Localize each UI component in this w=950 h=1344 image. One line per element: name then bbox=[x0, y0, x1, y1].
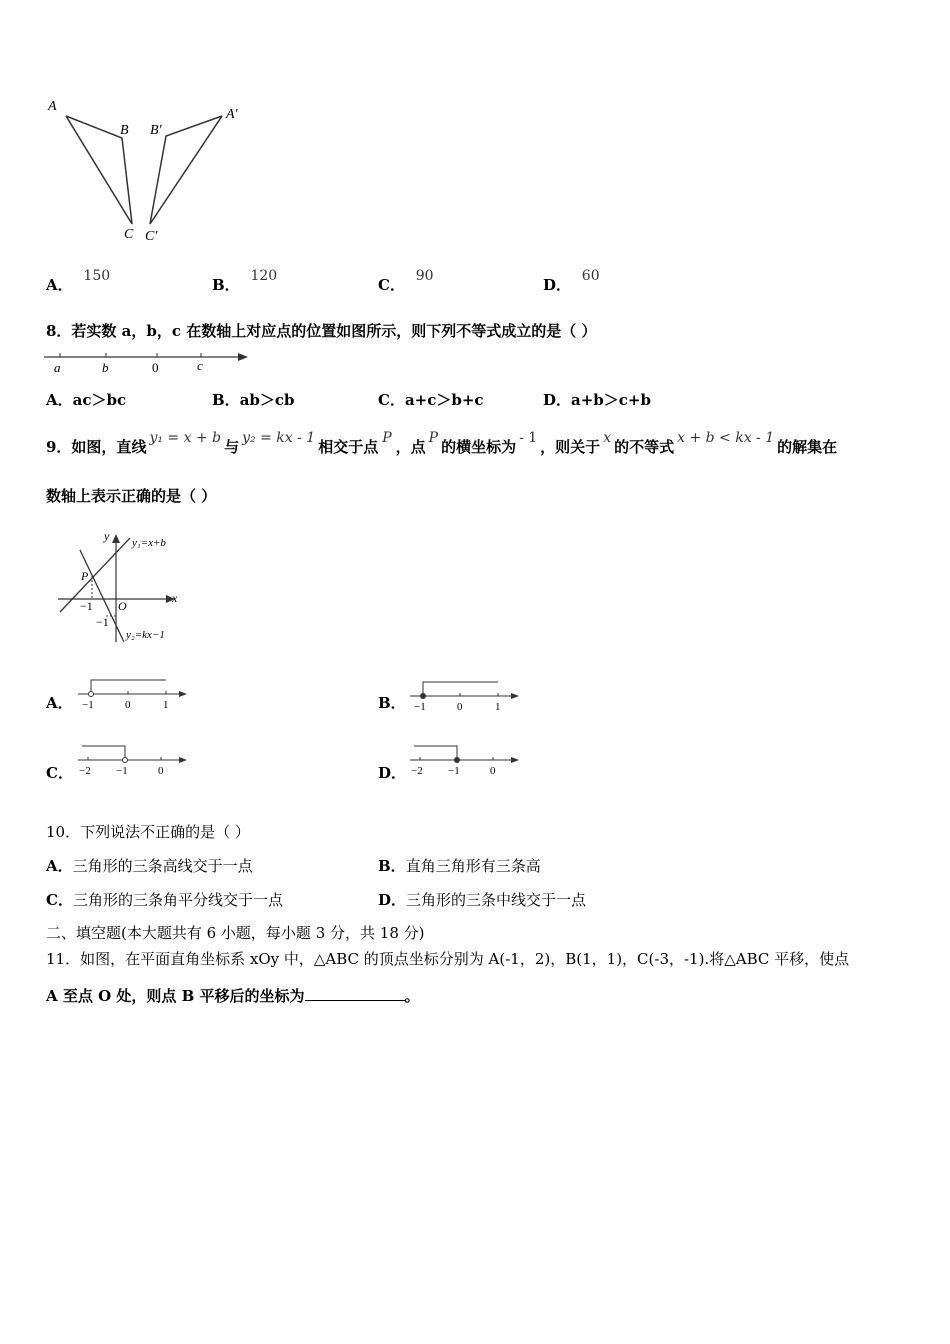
q8-option-c[interactable] bbox=[378, 389, 484, 410]
option-label: D． bbox=[378, 891, 407, 909]
option-label: C． bbox=[378, 391, 405, 409]
option-text: 直角三角形有三条高 bbox=[405, 857, 541, 875]
axis-label-a: a bbox=[54, 360, 61, 375]
tick-label: −1 bbox=[116, 765, 128, 777]
q8-stem: 8．若实数 a，b，c 在数轴上对应点的位置如图所示，则下列不等式成立的是（ ） bbox=[46, 322, 597, 340]
q9-option-c-label[interactable]: C． bbox=[46, 764, 73, 782]
option-text: ac＞bc bbox=[72, 391, 127, 409]
q7-option-d[interactable] bbox=[543, 264, 600, 294]
q10-option-d[interactable] bbox=[378, 889, 586, 910]
q9-text-2: 与 bbox=[224, 438, 240, 456]
option-text: 三角形的三条高线交于一点 bbox=[72, 857, 253, 875]
option-label: C． bbox=[46, 891, 73, 909]
q11-line1: 11．如图，在平面直角坐标系 xOy 中，△ABC 的顶点坐标分别为 A(-1，2)，B(1，1)，C(-3，-1).将△ABC 平移，使点 bbox=[46, 950, 850, 968]
option-label: B． bbox=[212, 391, 240, 409]
q9-text-5: 的横坐标为 bbox=[441, 438, 517, 456]
q9-text-8: 的解集在 bbox=[777, 438, 838, 456]
vertex-a: A bbox=[48, 99, 57, 114]
tick-label: 1 bbox=[495, 701, 501, 713]
axis-label-0: 0 bbox=[152, 360, 159, 375]
q11-line2-text: A 至点 O 处，则点 B 平移后的坐标为 bbox=[46, 987, 305, 1005]
q9-graph bbox=[50, 524, 200, 650]
graph-point-p: P bbox=[81, 569, 89, 583]
option-text: 三角形的三条角平分线交于一点 bbox=[72, 891, 283, 909]
option-label: A． bbox=[46, 857, 73, 875]
axis-label-c: c bbox=[197, 358, 203, 373]
q9-stem-line2: 数轴上表示正确的是（ ） bbox=[46, 487, 217, 505]
tick-label: 0 bbox=[457, 701, 463, 713]
q7-triangles-figure bbox=[40, 92, 260, 247]
q9-option-b-number-line[interactable] bbox=[408, 676, 526, 716]
q9-point-p-2: P bbox=[428, 430, 439, 446]
q10-option-b[interactable] bbox=[378, 855, 541, 876]
option-label: A． bbox=[46, 391, 73, 409]
graph-neg1-x: −1 bbox=[80, 599, 93, 613]
q9-text-3: 相交于点 bbox=[318, 438, 379, 456]
graph-x-label: x bbox=[172, 591, 178, 605]
tick-label: −1 bbox=[82, 699, 94, 711]
q11-line2-end: 。 bbox=[404, 987, 420, 1005]
vertex-a-prime: A′ bbox=[226, 107, 238, 122]
q9-point-p: P bbox=[382, 430, 392, 446]
option-label: C． bbox=[378, 276, 405, 294]
option-label: D． bbox=[543, 276, 572, 294]
graph-y-label: y bbox=[104, 529, 110, 543]
q9-option-d-number-line[interactable] bbox=[408, 740, 526, 780]
q7-option-b[interactable] bbox=[212, 264, 278, 294]
axis-label-b: b bbox=[102, 360, 109, 375]
option-label: B． bbox=[378, 857, 406, 875]
option-text: ab＞cb bbox=[239, 391, 295, 409]
q9-neg1: - 1 bbox=[519, 430, 538, 446]
q9-eq1: y₁ = x + b bbox=[149, 430, 222, 446]
tick-label: 0 bbox=[158, 765, 164, 777]
vertex-b-prime: B′ bbox=[150, 123, 162, 138]
option-value: 120 bbox=[250, 268, 278, 284]
section-2-title: 二、填空题(本大题共有 6 小题，每小题 3 分，共 18 分) bbox=[46, 924, 425, 942]
q10-stem: 10．下列说法不正确的是（ ） bbox=[46, 823, 250, 841]
option-value: 150 bbox=[83, 268, 111, 284]
q9-inequality: x + b < kx - 1 bbox=[677, 430, 775, 446]
q8-option-a[interactable] bbox=[46, 389, 126, 410]
q9-option-b-label[interactable]: B． bbox=[378, 694, 406, 712]
tick-label: −2 bbox=[79, 765, 91, 777]
q9-text-7: 的不等式 bbox=[614, 438, 675, 456]
tick-label: 1 bbox=[163, 699, 169, 711]
tick-label: −1 bbox=[448, 765, 460, 777]
q8-option-b[interactable] bbox=[212, 389, 295, 410]
option-text: 三角形的三条中线交于一点 bbox=[406, 891, 587, 909]
q9-option-d-label[interactable]: D． bbox=[378, 764, 407, 782]
tick-label: −2 bbox=[411, 765, 423, 777]
q11-line2 bbox=[46, 985, 420, 1006]
option-label: D． bbox=[543, 391, 572, 409]
option-value: 60 bbox=[581, 268, 600, 284]
q8-option-d[interactable] bbox=[543, 389, 651, 410]
q9-option-a-number-line[interactable] bbox=[76, 674, 194, 714]
q9-var-x: x bbox=[603, 430, 612, 446]
tick-label: 0 bbox=[490, 765, 496, 777]
option-label: B． bbox=[212, 276, 240, 294]
vertex-b: B bbox=[120, 123, 129, 138]
graph-line1-label: y₁=x+b bbox=[132, 537, 166, 549]
q9-text-4: ，点 bbox=[395, 438, 426, 456]
option-text: a+b＞c+b bbox=[571, 391, 651, 409]
q11-answer-blank[interactable] bbox=[305, 986, 405, 1001]
option-value: 90 bbox=[415, 268, 434, 284]
vertex-c-prime: C′ bbox=[145, 229, 158, 244]
q9-text-1: 9．如图，直线 bbox=[46, 438, 147, 456]
q10-option-a[interactable] bbox=[46, 855, 253, 876]
q7-option-a[interactable] bbox=[46, 264, 111, 294]
q10-option-c[interactable] bbox=[46, 889, 283, 910]
q9-eq2: y₂ = kx - 1 bbox=[242, 430, 316, 446]
q7-option-c[interactable] bbox=[378, 264, 434, 294]
q9-text-6: ，则关于 bbox=[540, 438, 601, 456]
q9-option-a-label[interactable]: A． bbox=[46, 694, 73, 712]
graph-line2-label: y₂=kx−1 bbox=[126, 629, 165, 641]
tick-label: −1 bbox=[414, 701, 426, 713]
option-label: A． bbox=[46, 276, 73, 294]
option-text: a+c＞b+c bbox=[404, 391, 484, 409]
tick-label: 0 bbox=[125, 699, 131, 711]
vertex-c: C bbox=[124, 227, 134, 242]
graph-neg1-y: −1 bbox=[96, 615, 109, 629]
graph-origin: O bbox=[118, 599, 127, 613]
q8-number-line bbox=[40, 346, 255, 376]
q9-stem-line1 bbox=[46, 426, 838, 456]
q9-option-c-number-line[interactable] bbox=[76, 740, 194, 780]
